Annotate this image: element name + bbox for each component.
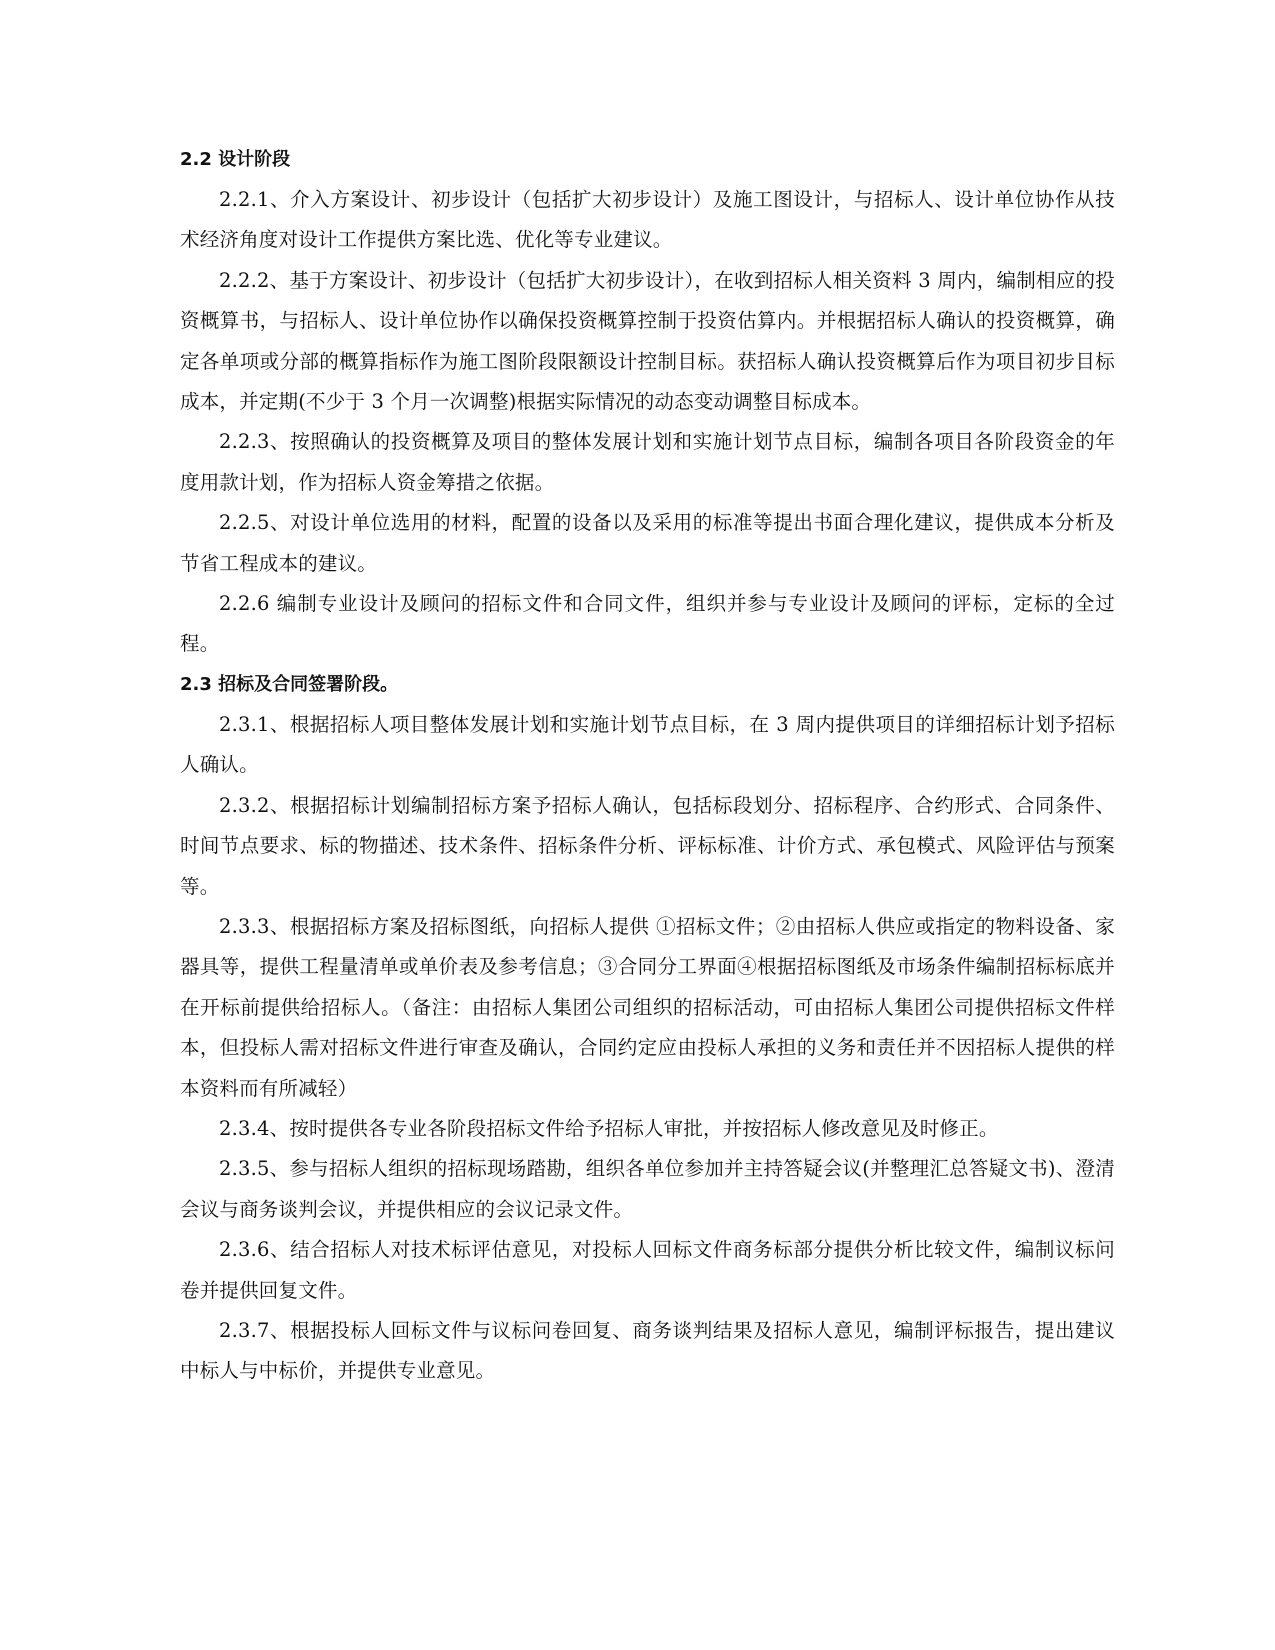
clause-2-3-3: 2.3.3、根据招标方案及招标图纸，向招标人提供 ①招标文件；②由招标人供应或指定的物料设备、家器具等，提供工程量清单或单价表及参考信息；③合同分工界面④根据招标图纸及市场条件编制招标标底并在开标前提供给招标人。（备注：由招标人集团公司组织的招标活动，可由招标人集团公司提供招标文件样本，但投标人需对招标文件进行审查及确认，合同约定应由投标人承担的义务和责任并不因招标人提供的样本资料而有所减轻） bbox=[180, 914, 1115, 1100]
clause-2-3-1: 2.3.1、根据招标人项目整体发展计划和实施计划节点目标，在 3 周内提供项目的详细招标计划予招标人确认。 bbox=[180, 712, 1115, 777]
clause-2-3-2: 2.3.2、根据招标计划编制招标方案予招标人确认，包括标段划分、招标程序、合约形式、合同条件、时间节点要求、标的物描述、技术条件、招标条件分析、评标标准、计价方式、承包模式、风险评估与预案等。 bbox=[180, 793, 1115, 898]
section-heading-2-3: 2.3 招标及合同签署阶段。 bbox=[180, 673, 399, 695]
clause-2-2-6: 2.2.6 编制专业设计及顾问的招标文件和合同文件，组织并参与专业设计及顾问的评标，定标的全过程。 bbox=[180, 592, 1115, 656]
clause-2-2-5: 2.2.5、对设计单位选用的材料，配置的设备以及采用的标准等提出书面合理化建议，提供成本分析及节省工程成本的建议。 bbox=[180, 511, 1115, 575]
document-page bbox=[180, 140, 1115, 1392]
clause-2-2-2: 2.2.2、基于方案设计、初步设计（包括扩大初步设计），在收到招标人相关资料 3 周内，编制相应的投资概算书，与招标人、设计单位协作以确保投资概算控制于投资估算内。并根据招标人确认的投资概算，确定各单项或分部的概算指标作为施工图阶段限额设计控制目标。获招标人确认投资概算后作为项目初步目标成本，并定期(不少于 3 个月一次调整)根据实际情况的动态变动调整目标成本。 bbox=[180, 268, 1115, 414]
clause-2-3-4: 2.3.4、按时提供各专业各阶段招标文件给予招标人审批，并按招标人修改意见及时修正。 bbox=[219, 1116, 999, 1140]
clause-2-2-3: 2.2.3、按照确认的投资概算及项目的整体发展计划和实施计划节点目标，编制各项目各阶段资金的年度用款计划，作为招标人资金筹措之依据。 bbox=[180, 430, 1115, 494]
clause-2-3-6: 2.3.6、结合招标人对技术标评估意见，对投标人回标文件商务标部分提供分析比较文件，编制议标问卷并提供回复文件。 bbox=[180, 1238, 1115, 1302]
clause-2-2-1: 2.2.1、介入方案设计、初步设计（包括扩大初步设计）及施工图设计，与招标人、设计单位协作从技术经济角度对设计工作提供方案比选、优化等专业建议。 bbox=[180, 188, 1115, 252]
section-heading-2-2: 2.2 设计阶段 bbox=[180, 149, 291, 170]
clause-2-3-7: 2.3.7、根据投标人回标文件与议标问卷回复、商务谈判结果及招标人意见，编制评标报告，提出建议中标人与中标价，并提供专业意见。 bbox=[180, 1318, 1115, 1383]
clause-2-3-5: 2.3.5、参与招标人组织的招标现场踏勘，组织各单位参加并主持答疑会议(并整理汇总答疑文书)、澄清会议与商务谈判会议，并提供相应的会议记录文件。 bbox=[180, 1157, 1115, 1221]
